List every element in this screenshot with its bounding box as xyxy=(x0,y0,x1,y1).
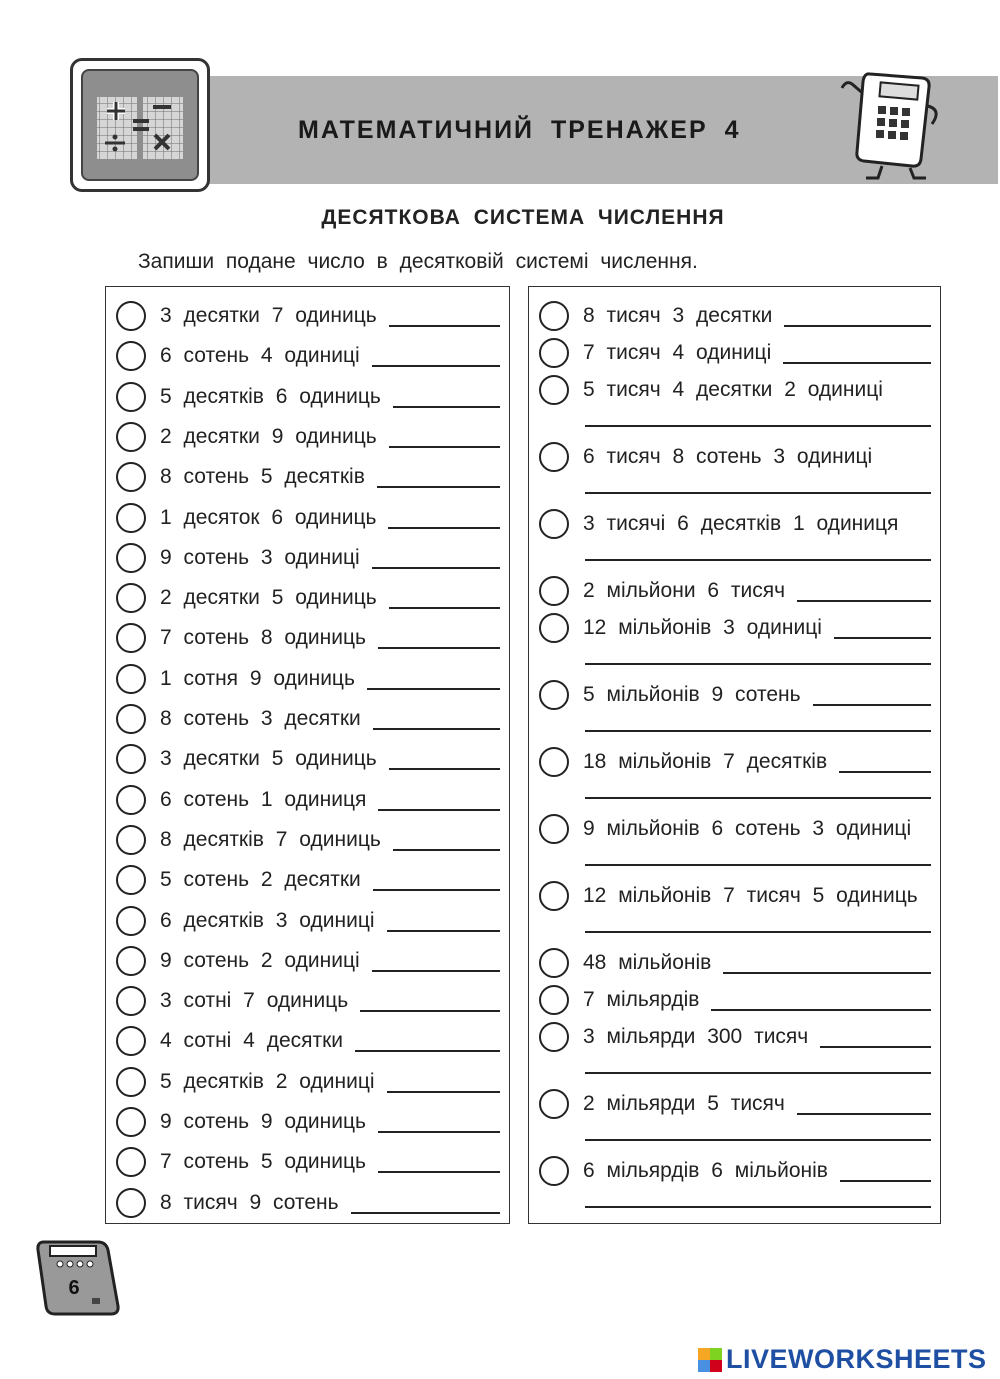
left-item xyxy=(116,1147,500,1177)
left-item xyxy=(116,341,500,371)
item-text: 9 сотень 2 одиниці xyxy=(160,948,360,972)
item-text: 3 сотні 7 одиниць xyxy=(160,989,349,1013)
item-text: 6 мільярдів 6 мільйонів xyxy=(583,1159,828,1182)
answer-line[interactable] xyxy=(585,797,931,799)
page-number: 6 xyxy=(68,1277,80,1299)
answer-circle[interactable] xyxy=(116,543,146,573)
item-text: 4 сотні 4 десятки xyxy=(160,1029,344,1053)
answer-circle[interactable] xyxy=(539,680,569,710)
left-exercise-panel xyxy=(105,286,510,1224)
answer-line[interactable] xyxy=(585,492,931,494)
answer-line[interactable] xyxy=(377,486,500,488)
item-text: 6 десятків 3 одиниці xyxy=(160,908,375,932)
header-logo xyxy=(70,58,210,192)
answer-line[interactable] xyxy=(585,1139,931,1141)
answer-line[interactable] xyxy=(585,1072,931,1074)
answer-line[interactable] xyxy=(389,607,500,609)
answer-circle[interactable] xyxy=(116,301,146,331)
answer-circle[interactable] xyxy=(539,375,569,405)
item-text: 2 мільйони 6 тисяч xyxy=(583,579,786,602)
item-text: 7 сотень 5 одиниць xyxy=(160,1150,366,1174)
right-item xyxy=(539,985,931,1015)
right-item xyxy=(539,375,931,405)
answer-circle[interactable] xyxy=(116,503,146,533)
left-item xyxy=(116,946,500,976)
logo-block xyxy=(698,1360,710,1372)
answer-circle[interactable] xyxy=(116,1188,146,1218)
left-item xyxy=(116,623,500,653)
item-text: 2 десятки 9 одиниць xyxy=(160,424,377,448)
item-text: 12 мільйонів 7 тисяч 5 одиниць xyxy=(583,884,918,907)
answer-line[interactable] xyxy=(389,446,500,448)
right-item xyxy=(539,1089,931,1119)
left-item xyxy=(116,664,500,694)
left-item xyxy=(116,1067,500,1097)
logo-block xyxy=(698,1348,710,1360)
right-item xyxy=(539,338,931,368)
left-item xyxy=(116,382,500,412)
left-item xyxy=(116,785,500,815)
answer-circle[interactable] xyxy=(539,509,569,539)
answer-circle[interactable] xyxy=(116,865,146,895)
answer-circle[interactable] xyxy=(116,1026,146,1056)
answer-line[interactable] xyxy=(360,1010,500,1012)
answer-line[interactable] xyxy=(840,1180,931,1182)
answer-circle[interactable] xyxy=(116,462,146,492)
item-text: 8 тисяч 9 сотень xyxy=(160,1190,339,1214)
item-text: 8 тисяч 3 десятки xyxy=(583,304,773,327)
item-text: 6 тисяч 8 сотень 3 одиниці xyxy=(583,445,873,468)
brand-name: LIVEWORKSHEETS xyxy=(726,1344,987,1374)
item-text: 7 сотень 8 одиниць xyxy=(160,626,366,650)
answer-line[interactable] xyxy=(378,647,500,649)
answer-line[interactable] xyxy=(585,663,931,665)
answer-circle[interactable] xyxy=(539,1156,569,1186)
item-text: 9 сотень 9 одиниць xyxy=(160,1110,366,1133)
item-text: 8 десятків 7 одиниць xyxy=(160,827,381,851)
item-text: 48 мільйонів xyxy=(583,951,712,974)
section-title: ДЕСЯТКОВА СИСТЕМА ЧИСЛЕННЯ xyxy=(321,206,725,229)
left-item xyxy=(116,543,500,573)
left-item xyxy=(116,301,500,331)
item-text: 3 мільярди 300 тисяч xyxy=(583,1025,809,1048)
right-item xyxy=(539,442,931,472)
answer-line[interactable] xyxy=(585,1206,931,1208)
answer-circle[interactable] xyxy=(116,664,146,694)
left-item xyxy=(116,906,500,936)
answer-circle[interactable] xyxy=(116,623,146,653)
answer-circle[interactable] xyxy=(539,814,569,844)
item-text: 7 мільярдів xyxy=(583,988,700,1011)
item-text: 5 сотень 2 десятки xyxy=(160,868,361,892)
answer-line[interactable] xyxy=(372,970,500,972)
item-text: 3 десятки 7 одиниць xyxy=(160,304,377,327)
answer-circle[interactable] xyxy=(539,1022,569,1052)
answer-line[interactable] xyxy=(378,1171,500,1173)
left-item xyxy=(116,1188,500,1218)
answer-circle[interactable] xyxy=(539,985,569,1015)
left-item xyxy=(116,422,500,452)
answer-circle[interactable] xyxy=(116,946,146,976)
page-title: МАТЕМАТИЧНИЙ ТРЕНАЖЕР 4 xyxy=(298,116,741,144)
left-item xyxy=(116,1026,500,1056)
answer-circle[interactable] xyxy=(116,744,146,774)
item-text: 8 сотень 3 десятки xyxy=(160,707,361,730)
item-text: 8 сотень 5 десятків xyxy=(160,465,365,489)
liveworksheets-logo-icon xyxy=(698,1348,722,1372)
answer-line[interactable] xyxy=(839,771,931,773)
left-item xyxy=(116,704,500,734)
answer-line[interactable] xyxy=(834,637,931,639)
logo-block xyxy=(710,1360,722,1372)
item-text: 7 тисяч 4 одиниці xyxy=(583,341,772,364)
right-item xyxy=(539,576,931,606)
answer-line[interactable] xyxy=(820,1046,931,1048)
answer-line[interactable] xyxy=(367,688,500,690)
math-operations-icon xyxy=(81,69,199,181)
left-item xyxy=(116,462,500,492)
right-item xyxy=(539,509,931,539)
right-item xyxy=(539,680,931,710)
answer-circle[interactable] xyxy=(116,906,146,936)
answer-line[interactable] xyxy=(783,362,931,364)
item-text: 5 тисяч 4 десятки 2 одиниці xyxy=(583,378,883,401)
answer-line[interactable] xyxy=(355,1050,500,1052)
answer-line[interactable] xyxy=(393,849,500,851)
item-text: 9 сотень 3 одиниці xyxy=(160,545,360,569)
right-item xyxy=(539,948,931,978)
answer-line[interactable] xyxy=(389,325,500,327)
page-number-badge xyxy=(36,1236,120,1316)
right-exercise-panel xyxy=(528,286,941,1224)
right-item xyxy=(539,747,931,777)
answer-line[interactable] xyxy=(388,527,500,529)
answer-circle[interactable] xyxy=(539,881,569,911)
item-text: 1 сотня 9 одиниць xyxy=(160,666,355,690)
footer-brand xyxy=(698,1344,987,1375)
answer-circle[interactable] xyxy=(539,338,569,368)
answer-line[interactable] xyxy=(797,1113,931,1115)
answer-line[interactable] xyxy=(372,365,500,367)
left-item xyxy=(116,865,500,895)
answer-line[interactable] xyxy=(711,1009,931,1011)
answer-circle[interactable] xyxy=(116,785,146,815)
answer-circle[interactable] xyxy=(116,341,146,371)
answer-line[interactable] xyxy=(387,1091,500,1093)
answer-circle[interactable] xyxy=(539,301,569,331)
answer-line[interactable] xyxy=(784,325,931,327)
answer-line[interactable] xyxy=(378,1131,500,1133)
answer-line[interactable] xyxy=(585,559,931,561)
item-text: 5 десятків 2 одиниці xyxy=(160,1069,375,1093)
item-text: 6 сотень 1 одиниця xyxy=(160,787,367,811)
left-item xyxy=(116,1107,500,1137)
right-item xyxy=(539,1156,931,1186)
left-item xyxy=(116,744,500,774)
left-item xyxy=(116,986,500,1016)
left-item xyxy=(116,825,500,855)
answer-circle[interactable] xyxy=(539,747,569,777)
answer-line[interactable] xyxy=(585,730,931,732)
answer-line[interactable] xyxy=(393,406,500,408)
answer-line[interactable] xyxy=(585,931,931,933)
item-text: 3 десятки 5 одиниць xyxy=(160,747,377,771)
answer-circle[interactable] xyxy=(539,442,569,472)
item-text: 18 мільйонів 7 десятків xyxy=(583,750,828,773)
answer-line[interactable] xyxy=(373,889,500,891)
right-item xyxy=(539,1022,931,1052)
item-text: 5 десятків 6 одиниць xyxy=(160,384,381,408)
item-text: 1 десяток 6 одиниць xyxy=(160,505,377,529)
right-item xyxy=(539,613,931,643)
left-item xyxy=(116,583,500,613)
right-item xyxy=(539,301,931,331)
left-item xyxy=(116,503,500,533)
answer-line[interactable] xyxy=(351,1212,500,1214)
item-text: 2 мільярди 5 тисяч xyxy=(583,1092,785,1115)
answer-line[interactable] xyxy=(723,972,931,974)
answer-line[interactable] xyxy=(389,768,500,770)
answer-line[interactable] xyxy=(585,864,931,866)
answer-circle[interactable] xyxy=(539,1089,569,1119)
answer-line[interactable] xyxy=(378,809,500,811)
answer-line[interactable] xyxy=(373,728,500,730)
answer-circle[interactable] xyxy=(539,948,569,978)
answer-line[interactable] xyxy=(585,425,931,427)
right-item xyxy=(539,814,931,844)
answer-circle[interactable] xyxy=(116,422,146,452)
right-item xyxy=(539,881,931,911)
item-text: 5 мільйонів 9 сотень xyxy=(583,683,801,706)
answer-circle[interactable] xyxy=(539,613,569,643)
instruction-text: Запиши подане число в десятковій системі числення. xyxy=(138,250,698,273)
answer-line[interactable] xyxy=(372,567,500,569)
answer-circle[interactable] xyxy=(116,704,146,734)
item-text: 12 мільйонів 3 одиниці xyxy=(583,616,822,639)
answer-line[interactable] xyxy=(387,930,500,932)
answer-circle[interactable] xyxy=(116,825,146,855)
item-text: 9 мільйонів 6 сотень 3 одиниці xyxy=(583,817,912,840)
answer-circle[interactable] xyxy=(116,1067,146,1097)
item-text: 6 сотень 4 одиниці xyxy=(160,344,360,368)
answer-circle[interactable] xyxy=(539,576,569,606)
calculator-mascot-icon xyxy=(832,66,952,186)
answer-circle[interactable] xyxy=(116,583,146,613)
answer-line[interactable] xyxy=(797,600,931,602)
item-text: 2 десятки 5 одиниць xyxy=(160,586,377,610)
answer-circle[interactable] xyxy=(116,986,146,1016)
item-text: 3 тисячі 6 десятків 1 одиниця xyxy=(583,512,899,535)
answer-line[interactable] xyxy=(813,704,931,706)
answer-circle[interactable] xyxy=(116,1147,146,1177)
answer-circle[interactable] xyxy=(116,382,146,412)
answer-circle[interactable] xyxy=(116,1107,146,1137)
logo-block xyxy=(710,1348,722,1360)
